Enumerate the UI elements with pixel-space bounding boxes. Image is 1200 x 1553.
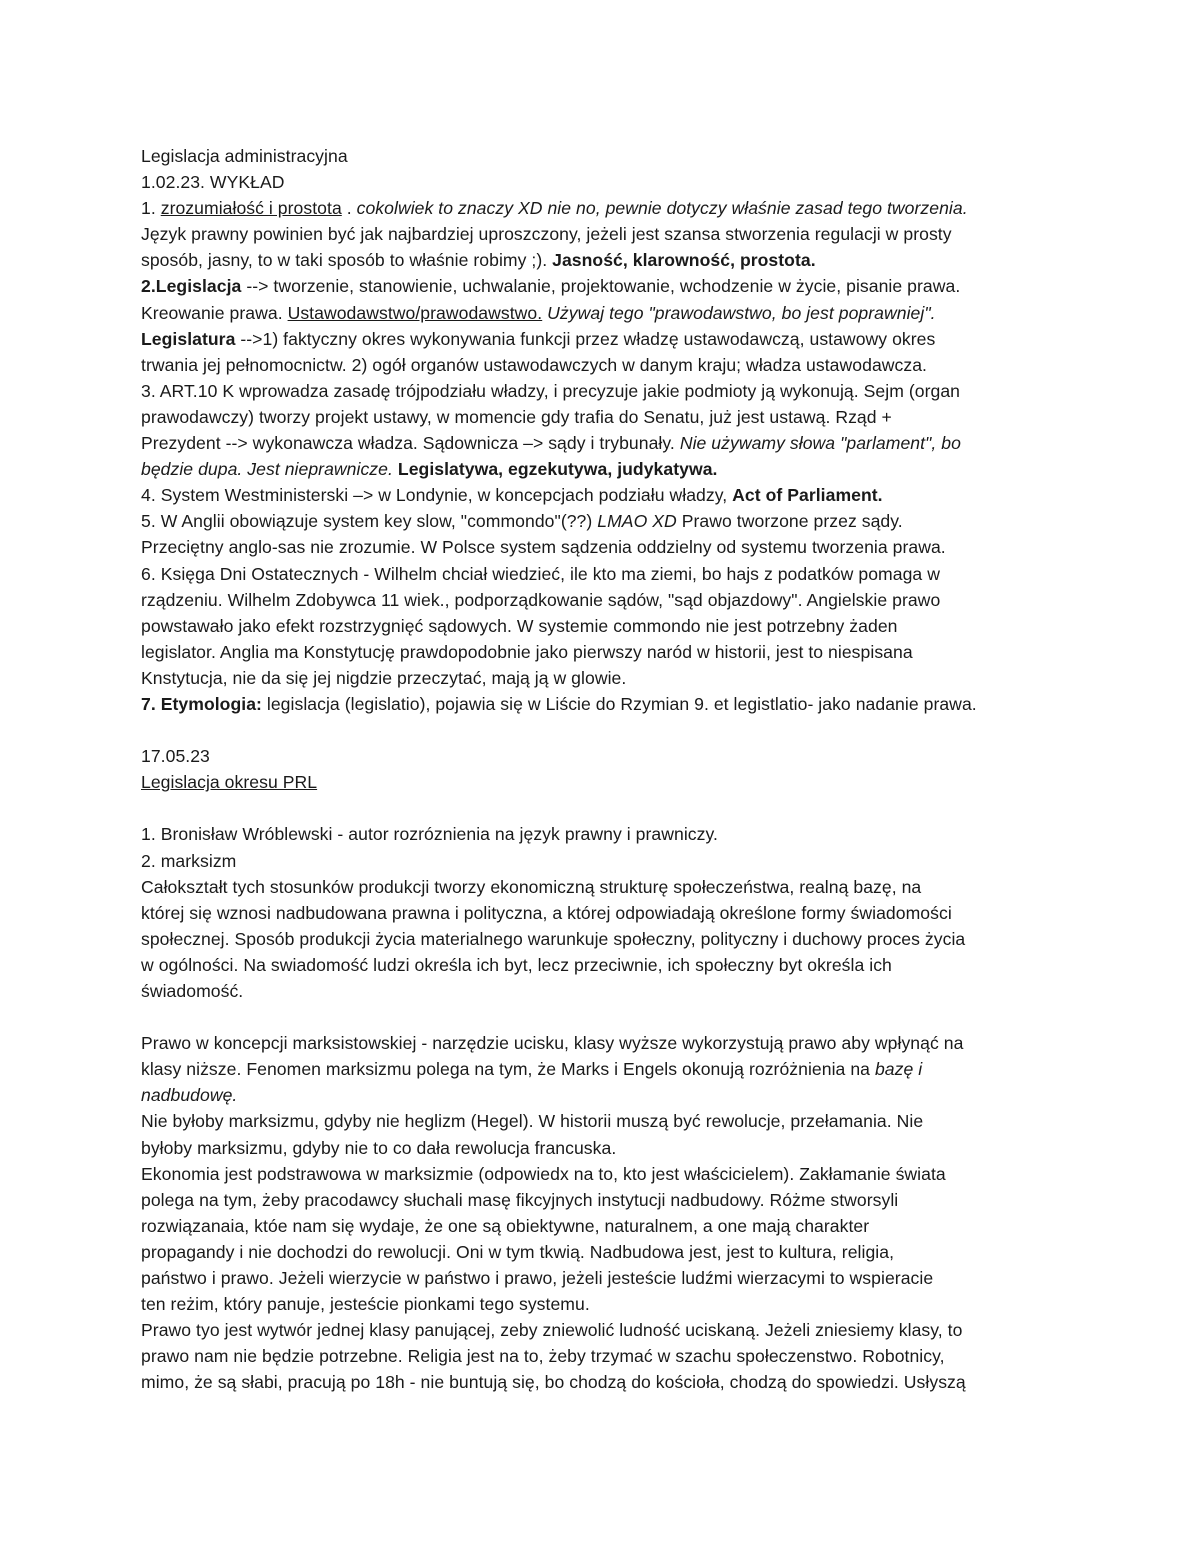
point-3-line-4	[141, 456, 1081, 482]
text: --> tworzenie, stanowienie, uchwalanie, projektowanie, wchodzenie w życie, pisanie prawa.	[241, 276, 961, 297]
section-2-title	[141, 769, 1081, 795]
ekonomia-line-6: ten reżim, który panuje, jesteście pionkami tego systemu.	[141, 1294, 590, 1315]
point-7-line-1	[141, 691, 1081, 717]
term-baze: bazę i	[874, 1059, 923, 1080]
term-legislacja: Legislacja	[155, 276, 242, 297]
point-6-line-2: rządzeniu. Wilhelm Zdobywca 11 wiek., podporządkowanie sądów, "sąd objazdowy". Angielskie prawo	[141, 589, 941, 610]
point-1-line-2: Język prawny powinien być jak najbardziej uproszczony, jeżeli jest szansa stworzenia regulacji w prosty	[141, 224, 952, 245]
hegel-line-1: Nie byłoby marksizmu, gdyby nie heglizm (Hegel). W historii muszą być rewolucje, przełamania. Nie	[141, 1111, 924, 1132]
point-6-line-4: legislator. Anglia ma Konstytucję prawdopodobnie jako pierwszy naród w historii, jest to niespisana	[141, 641, 913, 662]
point-3-line-1: 3. ART.10 K wprowadza zasadę trójpodziału władzy, i precyzuje jakie podmioty ją wykonują. Sejm (organ	[141, 380, 961, 401]
religia-line-2: prawo nam nie będzie potrzebne. Religia jest na to, żeby trzymać w szachu społeczenstwo. Robotnicy,	[141, 1346, 945, 1367]
prawo-line-3	[141, 1082, 1081, 1108]
point-6-line-5: Knstytucja, nie da się jej nigdzie przeczytać, mają ją w glowie.	[141, 667, 627, 688]
point-2-line-3	[141, 326, 1081, 352]
doc-title: Legislacja administracyjna	[141, 146, 348, 166]
point-number: 2.	[141, 276, 156, 297]
marksizm-line-2: której się wznosi nadbudowana prawna i polityczna, a której odpowiadają określone formy świadomości	[141, 902, 952, 923]
term-legislatura: Legislatura	[141, 328, 236, 349]
point-number: 7.	[141, 693, 161, 714]
religia-line-3: mimo, że są słabi, pracują po 18h - nie buntują się, bo chodzą do kościoła, chodzą do spowiedzi. Usłyszą	[141, 1372, 966, 1393]
s2-point-1: 1. Bronisław Wróblewski - autor rozróznienia na język prawny i prawniczy.	[141, 824, 718, 845]
spacer	[141, 1004, 1081, 1030]
point-5-comment: LMAO XD	[597, 511, 677, 532]
point-2-comment: Używaj tego "prawodawstwo, bo jest poprawniej".	[547, 302, 936, 323]
spacer	[141, 717, 1081, 743]
ekonomia-line-1: Ekonomia jest podstrawowa w marksizmie (odpowiedx na to, kto jest właścicielem). Zakłamanie świata	[141, 1163, 946, 1184]
term-etymologia: Etymologia:	[160, 693, 262, 714]
ekonomia-line-5: państwo i prawo. Jeżeli wierzycie w państwo i prawo, jeżeli jesteście ludźmi wierzacymi to wspieracie	[141, 1268, 934, 1289]
text: klasy niższe. Fenomen marksizmu polega na tym, że Marks i Engels okonują rozróżnienia na	[141, 1059, 875, 1080]
point-6-line-1: 6. Księga Dni Ostatecznych - Wilhelm chciał wiedzieć, ile kto ma ziemi, bo hajs z podatków pomaga w	[141, 563, 940, 584]
marksizm-line-5: świadomość.	[141, 981, 244, 1001]
point-3-keywords: Legislatywa, egzekutywa, judykatywa.	[397, 459, 718, 480]
separator: .	[341, 198, 357, 219]
point-2-line-4: trwania jej pełnomocnictw. 2) ogół organów ustawodawczych w danym kraju; władza ustawodawcza.	[141, 354, 927, 375]
text: 5. W Anglii obowiązuje system key slow, "commondo"(??)	[141, 511, 598, 532]
point-1-line-1	[141, 195, 1081, 221]
religia-line-1: Prawo tyo jest wytwór jednej klasy panującej, zeby zniewolić ludność uciskaną. Jeżeli zniesiemy klasy, to	[141, 1320, 963, 1341]
prawo-line-1: Prawo w koncepcji marksistowskiej - narzędzie ucisku, klasy wyższe wykorzystują prawo aby wpłynąć na	[141, 1033, 964, 1054]
text: legislacja (legislatio), pojawia się w Liście do Rzymian 9. et legistlatio- jako nadanie prawa.	[261, 693, 977, 714]
marksizm-line-3: społecznej. Sposób produkcji życia materialnego warunkuje społeczny, polityczny i duchowy proces życia	[141, 928, 966, 949]
text: Prezydent --> wykonawcza władza. Sądownicza –> sądy i trybunały.	[141, 433, 680, 454]
ekonomia-line-3: rozwiązanaia, któe nam się wydaje, że one są obiektywne, naturalnem, a one mają charakter	[141, 1215, 870, 1236]
hegel-line-2: byłoby marksizmu, gdyby nie to co dała rewolucja francuska.	[141, 1137, 617, 1158]
ekonomia-line-4: propagandy i nie dochodzi do rewolucji. Oni w tym tkwią. Nadbudowa jest, jest to kultura, religia,	[141, 1241, 895, 1262]
point-3-line-2: prawodawczy) tworzy projekt ustawy, w momencie gdy trafia do Senatu, już jest ustawą. Rząd +	[141, 406, 892, 427]
marksizm-line-4: w ogólności. Na swiadomość ludzi określa ich byt, lecz przeciwnie, ich społeczny byt określa ich	[141, 954, 892, 975]
text: sposób, jasny, to w taki sposób to właśnie robimy ;).	[141, 250, 553, 271]
point-2-line-2	[141, 300, 1081, 326]
ekonomia-line-2: polega na tym, żeby pracodawcy słuchali masę fikcyjnych instytucji nadbudowy. Różme stworsyli	[141, 1189, 899, 1210]
s2-point-2: 2. marksizm	[141, 850, 237, 871]
term-act-of-parliament: Act of Parliament.	[732, 485, 883, 506]
point-3-line-3	[141, 430, 1081, 456]
spacer	[141, 795, 1081, 821]
term-ustawodawstwo: Ustawodawstwo/prawodawstwo.	[287, 302, 543, 323]
point-2-line-1	[141, 273, 1081, 299]
point-1-term: zrozumiałość i prostota	[160, 198, 342, 219]
prawo-line-2	[141, 1056, 1081, 1082]
point-5-line-1	[141, 508, 1081, 534]
point-1-keywords: Jasność, klarowność, prostota.	[552, 250, 816, 271]
document-page	[141, 143, 1081, 1396]
text: -->1) faktyczny okres wykonywania funkcji przez władzę ustawodawczą, ustawowy okres	[235, 328, 936, 349]
lecture-date: 1.02.23. WYKŁAD	[141, 172, 285, 193]
marksizm-line-1: Całokształt tych stosunków produkcji tworzy ekonomiczną strukturę społeczeństwa, realną bazę, na	[141, 876, 922, 897]
section-2-title-text: Legislacja okresu PRL	[141, 772, 318, 793]
section-2-date: 17.05.23	[141, 746, 210, 767]
point-5-line-2: Przeciętny anglo-sas nie zrozumie. W Polsce system sądzenia oddzielny od systemu tworzenia prawa.	[141, 537, 946, 558]
text: 4. System Westministerski –> w Londynie, w koncepcjach podziału władzy,	[141, 485, 733, 506]
point-3-comment: Nie używamy słowa "parlament", bo	[679, 433, 961, 454]
text: Kreowanie prawa.	[141, 302, 288, 323]
point-number: 1.	[141, 198, 161, 219]
point-3-comment-cont: będzie dupa. Jest nieprawnicze.	[141, 459, 393, 480]
text: Prawo tworzone przez sądy.	[676, 511, 903, 532]
term-nadbudowe: nadbudowę.	[141, 1085, 238, 1106]
point-4-line-1	[141, 482, 1081, 508]
point-6-line-3: powstawało jako efekt rozstrzygnięć sądowych. W systemie commondo nie jest potrzebny żaden	[141, 615, 898, 636]
point-1-comment: cokolwiek to znaczy XD nie no, pewnie dotyczy właśnie zasad tego tworzenia.	[356, 198, 968, 219]
point-1-line-3	[141, 247, 1081, 273]
